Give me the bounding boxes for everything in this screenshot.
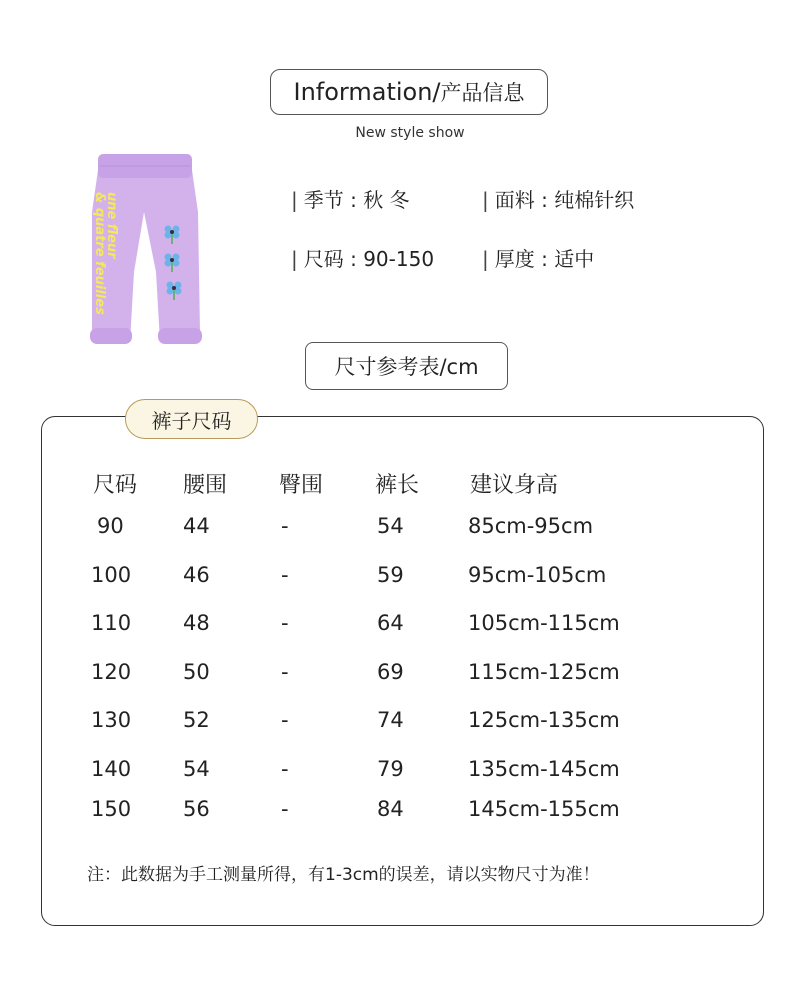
- col-header-waist: 腰围: [183, 473, 228, 498]
- table-cell-waist: 52: [183, 708, 210, 732]
- table-cell-height: 95cm-105cm: [468, 563, 607, 587]
- subtitle: New style show: [355, 125, 465, 141]
- table-cell-height: 105cm-115cm: [468, 611, 620, 635]
- col-header-length: 裤长: [375, 473, 420, 498]
- table-cell-size: 110: [91, 611, 132, 635]
- table-cell-length: 74: [377, 708, 404, 732]
- col-header-size: 尺码: [93, 473, 138, 498]
- table-cell-size: 130: [91, 708, 132, 732]
- measurement-note: 注：此数据为手工测量所得，有1-3cm的误差，请以实物尺寸为准！: [87, 865, 600, 885]
- table-cell-hip: -: [281, 797, 289, 821]
- table-cell-size: 150: [91, 797, 132, 821]
- table-cell-hip: -: [281, 611, 289, 635]
- pants-print-line2: & quatre feuilles: [92, 192, 107, 315]
- table-cell-height: 145cm-155cm: [468, 797, 620, 821]
- info-title-en: Information/: [293, 78, 441, 106]
- table-cell-length: 64: [377, 611, 404, 635]
- table-cell-length: 84: [377, 797, 404, 821]
- table-cell-hip: -: [281, 563, 289, 587]
- table-cell-height: 135cm-145cm: [468, 757, 620, 781]
- table-cell-hip: -: [281, 660, 289, 684]
- info-title: [270, 69, 548, 115]
- table-cell-size: 120: [91, 660, 132, 684]
- table-cell-waist: 48: [183, 611, 210, 635]
- table-cell-size: 140: [91, 757, 132, 781]
- table-cell-size: 100: [91, 563, 132, 587]
- table-cell-waist: 54: [183, 757, 210, 781]
- pants-print-line1: une fleur: [104, 192, 119, 259]
- table-cell-waist: 46: [183, 563, 210, 587]
- info-title-zh: 产品信息: [440, 81, 525, 105]
- table-cell-height: 125cm-135cm: [468, 708, 620, 732]
- table-cell-size: 90: [97, 514, 124, 538]
- table-cell-length: 54: [377, 514, 404, 538]
- table-cell-length: 79: [377, 757, 404, 781]
- table-cell-length: 69: [377, 660, 404, 684]
- info-fabric: | 面料 : 纯棉针织: [482, 188, 635, 212]
- info-size: | 尺码 : 90-150: [291, 247, 435, 271]
- table-cell-waist: 44: [183, 514, 210, 538]
- table-cell-length: 59: [377, 563, 404, 587]
- info-season: | 季节 : 秋 冬: [291, 188, 410, 212]
- table-cell-hip: -: [281, 514, 289, 538]
- col-header-hip: 臀围: [279, 473, 324, 498]
- table-cell-height: 115cm-125cm: [468, 660, 620, 684]
- table-cell-height: 85cm-95cm: [468, 514, 594, 538]
- table-cell-waist: 50: [183, 660, 210, 684]
- table-cell-waist: 56: [183, 797, 210, 821]
- table-cell-hip: -: [281, 708, 289, 732]
- size-chart-title: 尺寸参考表/cm: [305, 342, 508, 390]
- size-table-tab: 裤子尺码: [125, 399, 258, 439]
- col-header-height: 建议身高: [470, 473, 559, 498]
- info-thickness: | 厚度 : 适中: [482, 247, 595, 271]
- table-cell-hip: -: [281, 757, 289, 781]
- product-image: [86, 152, 204, 354]
